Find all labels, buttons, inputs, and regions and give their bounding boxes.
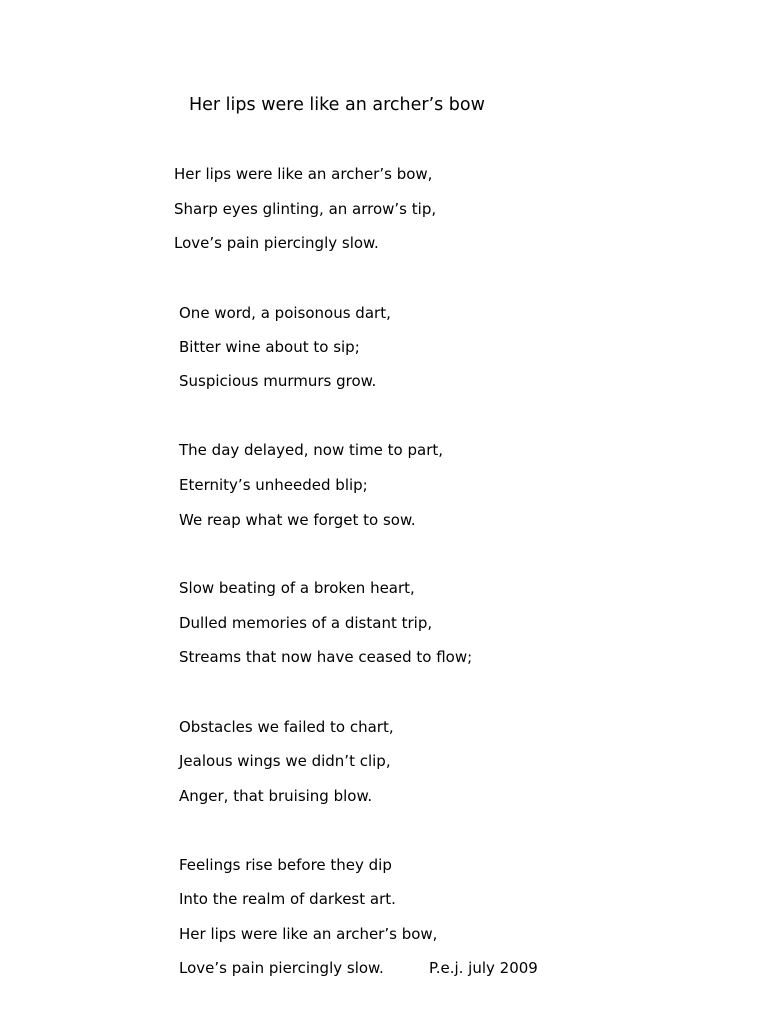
poem-line: We reap what we forget to sow.: [179, 511, 416, 529]
poem-line: Suspicious murmurs grow.: [179, 372, 377, 390]
poem-line: One word, a poisonous dart,: [179, 304, 391, 322]
author-signature: P.e.j. july 2009: [429, 959, 538, 977]
poem-line: Jealous wings we didn’t clip,: [179, 752, 391, 770]
poem-line: Obstacles we failed to chart,: [179, 718, 394, 736]
poem-line: Anger, that bruising blow.: [179, 787, 373, 805]
poem-line: Dulled memories of a distant trip,: [179, 614, 433, 632]
poem-line: Sharp eyes glinting, an arrow’s tip,: [174, 200, 437, 218]
poem-line: Eternity’s unheeded blip;: [179, 476, 368, 494]
poem-line: Slow beating of a broken heart,: [179, 579, 415, 597]
poem-line: The day delayed, now time to part,: [179, 441, 444, 459]
poem-line: Bitter wine about to sip;: [179, 338, 360, 356]
poem-line: Love’s pain piercingly slow.: [174, 234, 379, 252]
poem-line: Into the realm of darkest art.: [179, 890, 396, 908]
poem-line: Her lips were like an archer’s bow,: [179, 925, 438, 943]
poem-line: Her lips were like an archer’s bow,: [174, 165, 433, 183]
poem-line: Feelings rise before they dip: [179, 856, 392, 874]
poem-line: Love’s pain piercingly slow.: [179, 959, 384, 977]
poem-line: Streams that now have ceased to flow;: [179, 648, 473, 666]
poem-title: Her lips were like an archer’s bow: [189, 95, 485, 115]
